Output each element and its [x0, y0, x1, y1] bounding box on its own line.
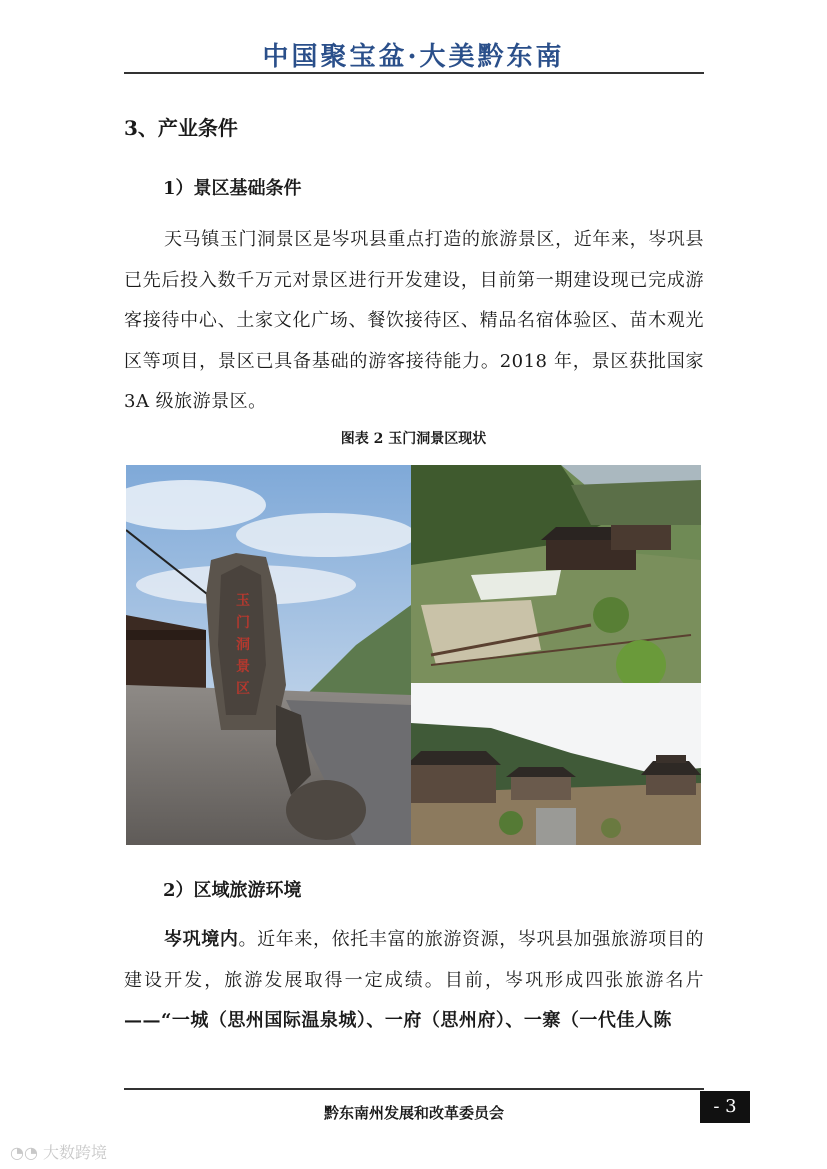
svg-text:区: 区 — [236, 681, 250, 697]
svg-text:门: 门 — [236, 615, 250, 631]
header-divider — [124, 72, 704, 74]
watermark-logo-icon: ◔◔ — [10, 1143, 44, 1162]
subsection-heading-2: 2）区域旅游环境 — [163, 880, 302, 901]
paragraph-tourism-env — [124, 920, 704, 1042]
section-heading: 3、产业条件 — [124, 116, 238, 140]
footer-organization: 黔东南州发展和改革委员会 — [323, 1104, 504, 1122]
photo-hillside-buildings — [411, 683, 701, 845]
paragraph-body: 。近年来，依托丰富的旅游资源，岑巩县加强旅游项目的建设开发，旅游发展取得一定成绩。目前，岑巩形成四张旅游名片 — [124, 929, 704, 991]
photo-park-pond — [411, 465, 701, 683]
svg-text:景: 景 — [236, 659, 250, 675]
paragraph-bold-tail: ——“一城（思州国际温泉城）、一府（思州府）、一寨（一代佳人陈 — [124, 1010, 672, 1031]
watermark-text: 大数跨境 — [43, 1143, 108, 1162]
photo-stone-monument — [126, 465, 411, 845]
svg-text:玉: 玉 — [236, 593, 250, 609]
header-title: 中国聚宝盆·大美黔东南 — [262, 42, 565, 72]
subsection-heading-1: 1）景区基础条件 — [163, 178, 302, 199]
page-number: - 3 — [700, 1091, 750, 1123]
figure-caption: 图表 2 玉门洞景区现状 — [340, 431, 487, 447]
footer-divider — [124, 1088, 704, 1090]
paragraph-scenic-basis: 天马镇玉门洞景区是岑巩县重点打造的旅游景区，近年来，岑巩县已先后投入数千万元对景区进行开发建设，目前第一期建设现已完成游客接待中心、土家文化广场、餐饮接待区、精品名宿体验区、苗木观光区等项目，景区已具备基础的游客接待能力。2018 年，景区获批国家 3A 级旅游景区。 — [124, 229, 704, 412]
paragraph-lead: 岑巩境内 — [164, 929, 239, 950]
watermark — [10, 1140, 107, 1163]
svg-text:洞: 洞 — [236, 637, 250, 653]
